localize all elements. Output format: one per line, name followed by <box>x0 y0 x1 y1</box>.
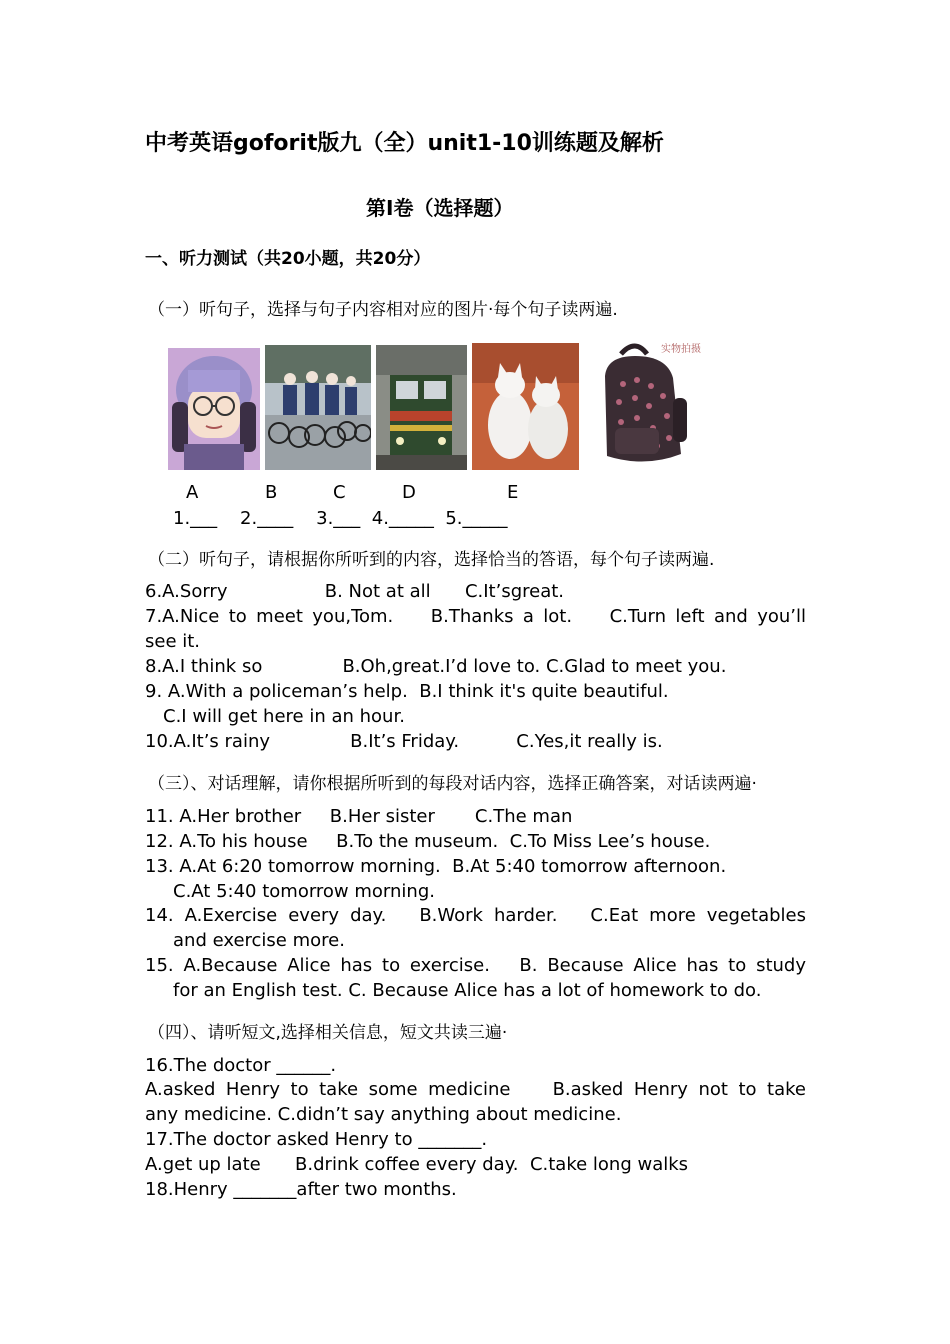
question-17-options: A.get up late B.drink coffee every day. C.take long walks <box>145 1154 689 1175</box>
question-14-continued: and exercise more. <box>173 930 345 951</box>
question-18: 18.Henry _______after two months. <box>145 1179 457 1200</box>
question-9-continued: C.I will get here in an hour. <box>163 706 405 727</box>
question-6: 6.A.Sorry B. Not at all C.It’sgreat. <box>145 581 565 602</box>
backpack-caption: 实物拍摄 <box>661 344 701 355</box>
question-17: 17.The doctor asked Henry to _______. <box>145 1129 488 1150</box>
question-15: 15. A.Because Alice has to exercise. B. Because Alice has to study <box>145 955 806 976</box>
question-14: 14. A.Exercise every day. B.Work harder. C.Eat more vegetables <box>145 905 806 926</box>
question-7: 7.A.Nice to meet you,Tom. B.Thanks a lot. C.Turn left and you’ll <box>145 606 806 627</box>
part1-answer-blanks: 1.___ 2.____ 3.___ 4._____ 5._____ <box>173 508 508 529</box>
question-10: 10.A.It’s rainy B.It’s Friday. C.Yes,it really is. <box>145 731 663 752</box>
picture-label-a: A <box>186 482 199 503</box>
picture-label-e: E <box>507 482 519 503</box>
part3-heading: （三）、对话理解，请你根据所听到的每段对话内容，选择正确答案，对话读两遍· <box>148 774 757 794</box>
volume-subtitle: 第Ⅰ卷（选择题） <box>366 196 514 220</box>
question-13: 13. A.At 6:20 tomorrow morning. B.At 5:40 tomorrow afternoon. <box>145 856 727 877</box>
question-7-continued: see it. <box>145 631 201 652</box>
question-9: 9. A.With a policeman’s help. B.I think it's quite beautiful. <box>145 681 669 702</box>
question-15-continued: for an English test. C. Because Alice has a lot of homework to do. <box>173 980 762 1001</box>
picture-label-d: D <box>402 482 416 503</box>
picture-label-b: B <box>265 482 278 503</box>
picture-e-backpack <box>585 336 705 472</box>
question-12: 12. A.To his house B.To the museum. C.To Miss Lee’s house. <box>145 831 711 852</box>
picture-label-c: C <box>333 482 346 503</box>
picture-d-white-cats <box>472 343 579 470</box>
section-heading-listening: 一、听力测试（共20小题，共20分） <box>145 249 431 269</box>
part2-heading: （二）听句子，请根据你所听到的内容，选择恰当的答语，每个句子读两遍. <box>148 550 715 570</box>
part4-heading: （四）、请听短文,选择相关信息，短文共读三遍· <box>148 1023 508 1043</box>
picture-a-girl-with-glasses <box>168 348 260 470</box>
picture-c-train <box>376 345 467 470</box>
part1-heading: （一）听句子，选择与句子内容相对应的图片·每个句子读两遍. <box>148 300 618 320</box>
question-13-continued: C.At 5:40 tomorrow morning. <box>173 881 435 902</box>
question-8: 8.A.I think so B.Oh,great.I’d love to. C.Glad to meet you. <box>145 656 727 677</box>
question-16: 16.The doctor ______. <box>145 1055 337 1076</box>
question-16-options: A.asked Henry to take some medicine B.asked Henry not to take <box>145 1079 806 1100</box>
question-11: 11. A.Her brother B.Her sister C.The man <box>145 806 573 827</box>
page-title: 中考英语goforit版九（全）unit1-10训练题及解析 <box>145 131 664 156</box>
question-16-options-continued: any medicine. C.didn’t say anything about medicine. <box>145 1104 622 1125</box>
picture-b-cyclists <box>265 345 371 470</box>
